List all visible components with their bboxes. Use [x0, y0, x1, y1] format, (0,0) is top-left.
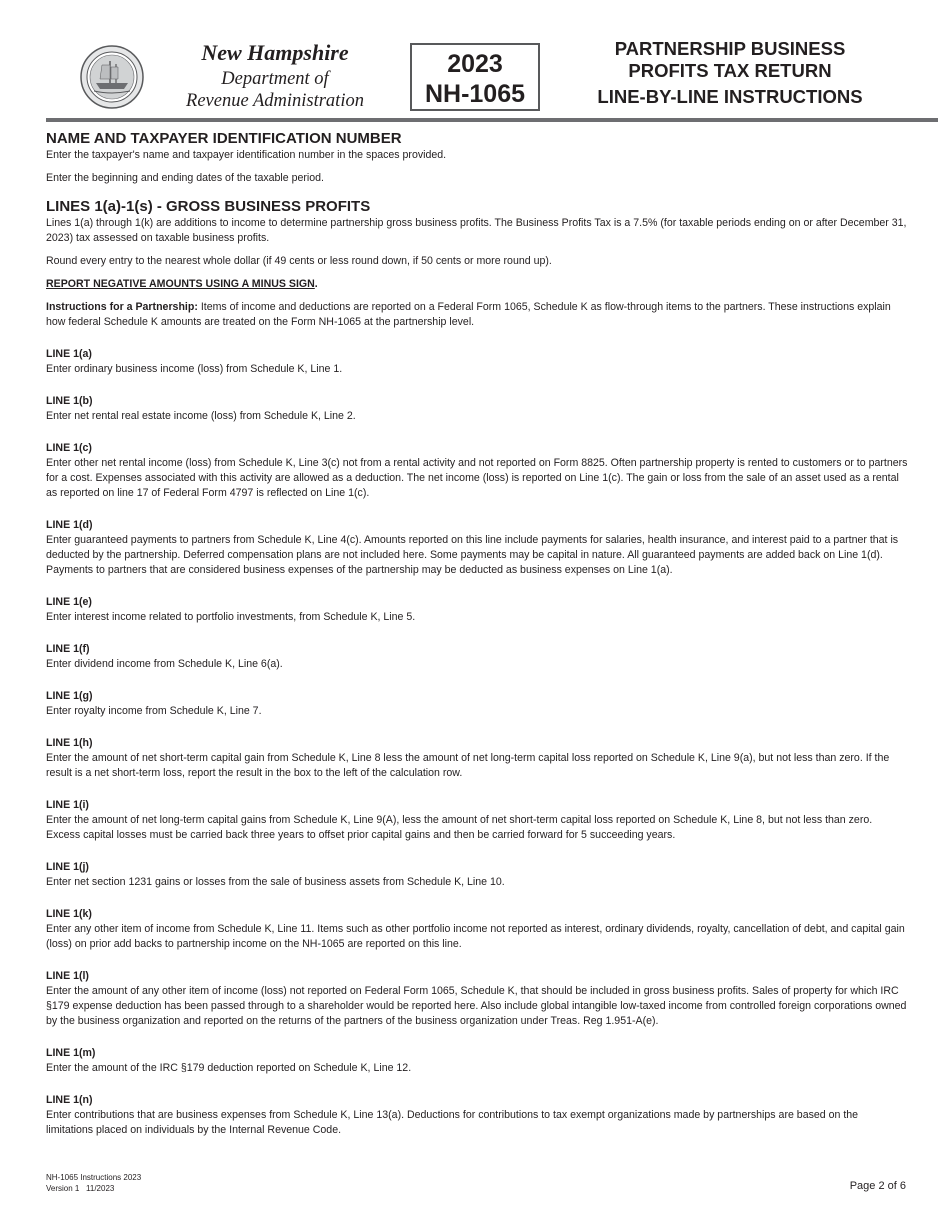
line-entry-1h [46, 736, 908, 781]
line-entry-1l [46, 969, 908, 1029]
line-text: Enter any other item of income from Schedule K, Line 11. Items such as other portfolio income not reported as interest, ordinary dividends, royalty, cancellation of debt, and capital gain (loss) on prior add backs to partnership income on the NH-1065 are reported on this line. [46, 923, 905, 950]
line-label: LINE 1(c) [46, 442, 92, 454]
negative-amounts-notice [46, 277, 908, 292]
negative-amounts-period: . [314, 278, 318, 290]
form-id-box [410, 43, 540, 111]
line-label: LINE 1(m) [46, 1047, 96, 1059]
line-entry-1j [46, 860, 908, 890]
header-divider [46, 118, 938, 122]
line-label: LINE 1(d) [46, 519, 93, 531]
footer-document-info [46, 1173, 141, 1194]
instructions-body [46, 130, 908, 1138]
line-text: Enter dividend income from Schedule K, Line 6(a). [46, 658, 283, 670]
department-line-1: Department of [221, 69, 329, 89]
line-text: Enter royalty income from Schedule K, Line 7. [46, 705, 262, 717]
partnership-instructions [46, 300, 908, 330]
line-text: Enter ordinary business income (loss) from Schedule K, Line 1. [46, 363, 343, 375]
state-name: New Hampshire [201, 40, 349, 65]
document-title [575, 38, 885, 108]
line-entry-1i [46, 798, 908, 843]
paragraph: Enter the taxpayer's name and taxpayer identification number in the spaces provided. [46, 149, 447, 161]
line-text: Enter the amount of net short-term capital gain from Schedule K, Line 8 less the amount of net long-term capital loss reported on Schedule K, Line 9(a), but not less than zero. If the result is a net short-term loss, report the result in the box to the left of the calculation row. [46, 752, 890, 779]
page-header [0, 0, 950, 124]
line-entry-1f [46, 642, 908, 672]
line-text: Enter net section 1231 gains or losses from the sale of business assets from Schedule K, Line 10. [46, 876, 505, 888]
line-label: LINE 1(f) [46, 643, 90, 655]
line-label: LINE 1(b) [46, 395, 93, 407]
line-text: Enter other net rental income (loss) from Schedule K, Line 3(c) not from a rental activity and not reported on Form 8825. Often partnership property is rented to customers or to partners for a cost. Expenses associated with this activity are allowed as a deduction. The net income (loss) is reported on Line 1(c). The gain or loss from the sale of an asset used as a rental as reported on line 17 of Federal Form 4797 is reflected on Line 1(c). [46, 457, 908, 499]
line-label: LINE 1(g) [46, 690, 93, 702]
line-label: LINE 1(j) [46, 861, 89, 873]
line-entry-1n [46, 1093, 908, 1138]
title-line-3: LINE-BY-LINE INSTRUCTIONS [597, 86, 863, 107]
paragraph: Round every entry to the nearest whole dollar (if 49 cents or less round down, if 50 cents or more round up). [46, 255, 552, 267]
footer-version: Version 1 11/2023 [46, 1183, 115, 1193]
state-seal-icon [80, 45, 144, 109]
form-year: 2023 [447, 50, 503, 78]
section-heading-name-tin: NAME AND TAXPAYER IDENTIFICATION NUMBER [46, 130, 402, 147]
line-label: LINE 1(h) [46, 737, 93, 749]
line-text: Enter the amount of the IRC §179 deduction reported on Schedule K, Line 12. [46, 1062, 412, 1074]
line-label: LINE 1(l) [46, 970, 89, 982]
line-text: Enter interest income related to portfolio investments, from Schedule K, Line 5. [46, 611, 416, 623]
page-number: Page 2 of 6 [849, 1180, 906, 1192]
title-line-1: PARTNERSHIP BUSINESS [614, 38, 846, 59]
form-number: NH-1065 [424, 80, 526, 108]
line-label: LINE 1(a) [46, 348, 92, 360]
line-text: Enter guaranteed payments to partners from Schedule K, Line 4(c). Amounts reported on this line include payments for salaries, health insurance, and interest paid to a partner that is deducted by the partnership. Deferred compensation plans are not included here. Some payments may be capital in nature. All guaranteed payments are added back on Line 1(d). Payments to partners that are considered business expenses of the partnership may be deducted as business expenses on Line 1(a). [46, 534, 899, 576]
line-label: LINE 1(e) [46, 596, 92, 608]
negative-amounts-text: REPORT NEGATIVE AMOUNTS USING A MINUS SIGN [46, 278, 315, 290]
partnership-label: Instructions for a Partnership: [46, 301, 198, 313]
title-line-2: PROFITS TAX RETURN [628, 60, 832, 81]
line-entry-1b [46, 394, 908, 424]
line-entry-1g [46, 689, 908, 719]
line-entry-1a [46, 347, 908, 377]
partnership-text: Items of income and deductions are reported on a Federal Form 1065, Schedule K as flow-through items to the partners. These instructions explain how federal Schedule K amounts are treated on the Form NH-1065 at the partnership level. [46, 301, 891, 328]
line-entry-1c [46, 441, 908, 501]
line-entry-1d [46, 518, 908, 578]
footer-doc-name: NH-1065 Instructions 2023 [46, 1173, 142, 1182]
department-line-2: Revenue Administration [186, 91, 364, 111]
line-entry-1m [46, 1046, 908, 1076]
paragraph: Lines 1(a) through 1(k) are additions to income to determine partnership gross business profits. The Business Profits Tax is a 7.5% (for taxable periods ending on or after December 31, 2023) tax assessed on taxable business profits. [46, 217, 907, 244]
line-label: LINE 1(i) [46, 799, 89, 811]
line-entry-1e [46, 595, 908, 625]
line-label: LINE 1(n) [46, 1094, 93, 1106]
line-text: Enter contributions that are business expenses from Schedule K, Line 13(a). Deductions for contributions to tax exempt organizations made by partnerships are based on the limitations placed on individuals by the Internal Revenue Code. [46, 1109, 859, 1136]
line-label: LINE 1(k) [46, 908, 92, 920]
line-text: Enter net rental real estate income (loss) from Schedule K, Line 2. [46, 410, 356, 422]
line-text: Enter the amount of any other item of income (loss) not reported on Federal Form 1065, Schedule K, that should be included in gross business profits. Sales of property for which IRC §179 expense deduction has been passed through to a shareholder would be reported here. Also include global intangible low-taxed income from controlled foreign corporations owned by the business organization and reported on the returns of the partners of the business organization under Treas. Reg 1.951-A(e). [46, 985, 907, 1027]
paragraph: Enter the beginning and ending dates of the taxable period. [46, 172, 325, 184]
line-text: Enter the amount of net long-term capital gains from Schedule K, Line 9(A), less the amount of net short-term capital loss reported on Schedule K, Line 8, but not less than zero. Excess capital losses must be carried back three years to offset prior capital gains and then be carried forward for 5 succeeding years. [46, 814, 873, 841]
line-entry-1k [46, 907, 908, 952]
section-heading-gross-profits: LINES 1(a)-1(s) - GROSS BUSINESS PROFITS [46, 198, 371, 215]
